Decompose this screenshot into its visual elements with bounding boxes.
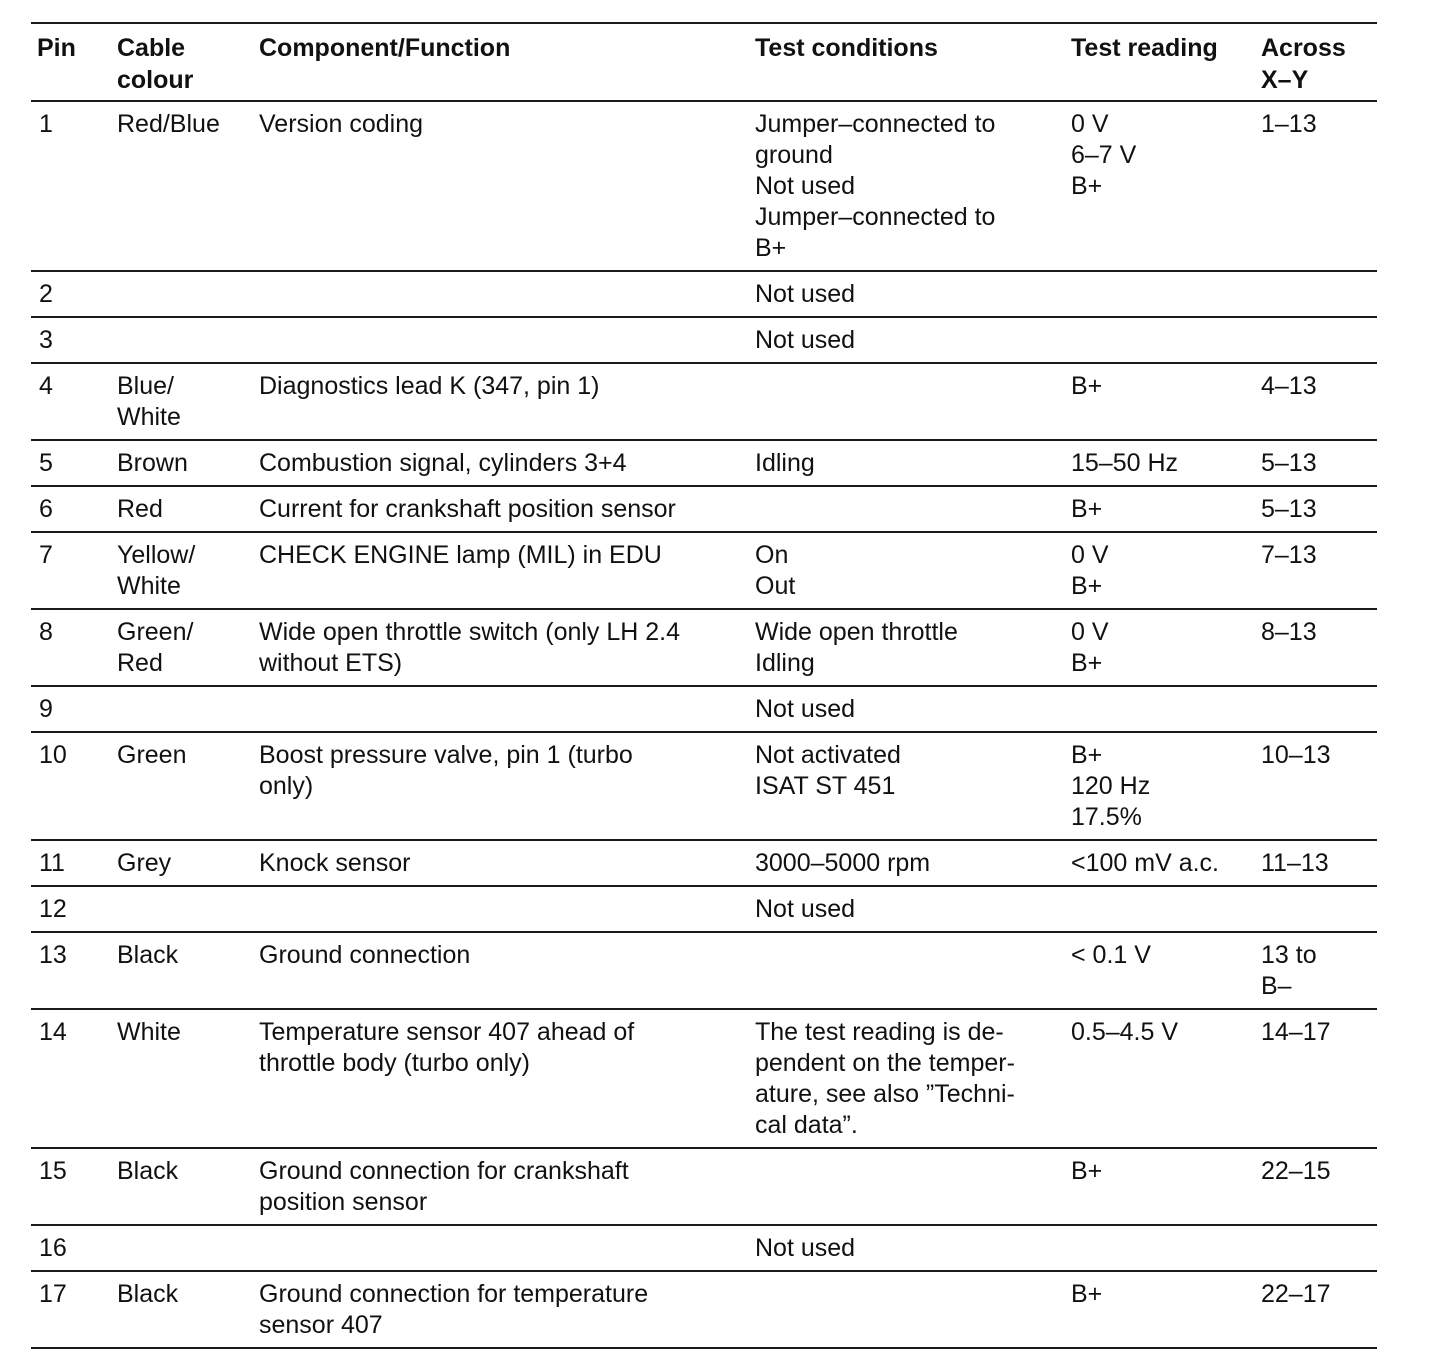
cell-test-conditions — [749, 932, 1065, 1009]
cell-cable-colour — [111, 271, 253, 317]
cell-test-reading: B+ — [1065, 363, 1255, 440]
cell-across-x-y: 22–17 — [1255, 1271, 1377, 1348]
cell-test-conditions: The test reading is de- pendent on the temper- ature, see also ”Techni- cal data”. — [749, 1009, 1065, 1148]
table-row — [31, 609, 1377, 686]
table-row — [31, 317, 1377, 363]
cell-cable-colour: Grey — [111, 840, 253, 886]
cell-pin: 13 — [31, 932, 111, 1009]
table-row — [31, 886, 1377, 932]
table-row — [31, 440, 1377, 486]
cell-test-reading: 15–50 Hz — [1065, 440, 1255, 486]
cell-across-x-y: 4–13 — [1255, 363, 1377, 440]
cell-cable-colour: Blue/ White — [111, 363, 253, 440]
cell-test-reading: B+ — [1065, 486, 1255, 532]
cell-cable-colour — [111, 317, 253, 363]
header-test-reading: Test reading — [1065, 23, 1255, 101]
cell-test-conditions: Idling — [749, 440, 1065, 486]
cell-pin: 11 — [31, 840, 111, 886]
cell-component-function: Version coding — [259, 110, 424, 138]
cell-test-conditions — [749, 1148, 1065, 1225]
cell-pin: 12 — [31, 886, 111, 932]
table-body — [31, 101, 1377, 1348]
cell-test-reading — [1065, 886, 1255, 932]
cell-cable-colour: Green/ Red — [111, 609, 253, 686]
cell-component-function: CHECK ENGINE lamp (MIL) in EDU — [253, 532, 749, 609]
cell-pin: 3 — [31, 317, 111, 363]
cell-component-function: Combustion signal, cylinders 3+4 — [253, 440, 749, 486]
table-header — [31, 23, 1377, 101]
cell-across-x-y: 8–13 — [1255, 609, 1377, 686]
cell-cable-colour: Brown — [111, 440, 253, 486]
cell-component-function: Knock sensor — [253, 840, 749, 886]
cell-component-function: Ground connection — [253, 932, 749, 1009]
cell-across-x-y: 7–13 — [1255, 532, 1377, 609]
cell-across-x-y: 1–13 — [1261, 110, 1317, 138]
cell-across-x-y: 5–13 — [1255, 486, 1377, 532]
cell-test-reading: B+ 120 Hz 17.5% — [1065, 732, 1255, 840]
cell-pin: 7 — [31, 532, 111, 609]
header-row — [31, 23, 1377, 101]
cell-test-conditions: Not used — [749, 317, 1065, 363]
cell-pin: 16 — [31, 1225, 111, 1271]
document-page — [31, 22, 1377, 1349]
cell-test-reading: < 0.1 V — [1065, 932, 1255, 1009]
table-row — [31, 932, 1377, 1009]
cell-test-reading: 0 V 6–7 V B+ — [1071, 110, 1137, 200]
cell-test-conditions: Not used — [749, 271, 1065, 317]
header-test-conditions: Test conditions — [749, 23, 1065, 101]
cell-test-reading — [1065, 317, 1255, 363]
cell-across-x-y: 13 to B– — [1255, 932, 1377, 1009]
cell-across-x-y: 22–15 — [1255, 1148, 1377, 1225]
table-row — [31, 1225, 1377, 1271]
cell-test-conditions: On Out — [749, 532, 1065, 609]
cell-cable-colour — [111, 886, 253, 932]
cell-test-conditions — [749, 363, 1065, 440]
cell-test-conditions: Not used — [749, 1225, 1065, 1271]
cell-across-x-y: 10–13 — [1255, 732, 1377, 840]
cell-pin: 15 — [31, 1148, 111, 1225]
cell-across-x-y: 14–17 — [1255, 1009, 1377, 1148]
cell-across-x-y — [1255, 317, 1377, 363]
cell-pin: 17 — [31, 1271, 111, 1348]
cell-test-conditions: Not used — [749, 886, 1065, 932]
cell-cable-colour: Yellow/ White — [111, 532, 253, 609]
table-row — [31, 363, 1377, 440]
cell-component-function — [253, 271, 749, 317]
cell-cable-colour: Black — [111, 932, 253, 1009]
cell-pin: 5 — [31, 440, 111, 486]
cell-pin: 1 — [39, 110, 53, 138]
cell-test-reading — [1065, 1225, 1255, 1271]
cell-component-function — [253, 686, 749, 732]
header-cable-colour: Cable colour — [111, 23, 253, 101]
cell-component-function — [253, 886, 749, 932]
cell-across-x-y — [1255, 1225, 1377, 1271]
cell-pin: 4 — [31, 363, 111, 440]
table-row — [31, 1009, 1377, 1148]
cell-test-conditions — [749, 486, 1065, 532]
header-pin: Pin — [31, 23, 111, 101]
cell-test-reading: B+ — [1065, 1271, 1255, 1348]
cell-cable-colour — [111, 1225, 253, 1271]
cell-pin: 8 — [31, 609, 111, 686]
table-row — [31, 686, 1377, 732]
cell-across-x-y: 11–13 — [1255, 840, 1377, 886]
cell-test-conditions: 3000–5000 rpm — [749, 840, 1065, 886]
cell-cable-colour: Black — [111, 1271, 253, 1348]
cell-component-function — [253, 1225, 749, 1271]
cell-test-reading: 0 V B+ — [1065, 532, 1255, 609]
table-row — [31, 271, 1377, 317]
table-row — [31, 732, 1377, 840]
table-row — [31, 101, 1377, 271]
cell-cable-colour — [111, 686, 253, 732]
cell-test-reading — [1065, 271, 1255, 317]
cell-cable-colour: Red/Blue — [117, 110, 220, 138]
table-row — [31, 486, 1377, 532]
table-row — [31, 840, 1377, 886]
cell-test-conditions: Jumper–connected to ground Not used Jumper–connected to B+ — [755, 110, 996, 262]
cell-across-x-y — [1255, 271, 1377, 317]
cell-across-x-y — [1255, 686, 1377, 732]
pin-assignment-table — [31, 22, 1377, 1349]
cell-cable-colour: Black — [111, 1148, 253, 1225]
cell-pin: 14 — [31, 1009, 111, 1148]
cell-component-function: Boost pressure valve, pin 1 (turbo only) — [253, 732, 749, 840]
cell-test-conditions: Wide open throttle Idling — [749, 609, 1065, 686]
cell-test-conditions: Not used — [749, 686, 1065, 732]
cell-cable-colour: Red — [111, 486, 253, 532]
cell-pin: 9 — [31, 686, 111, 732]
cell-component-function: Temperature sensor 407 ahead of throttle body (turbo only) — [253, 1009, 749, 1148]
header-component-function: Component/Function — [253, 23, 749, 101]
cell-component-function: Diagnostics lead K (347, pin 1) — [253, 363, 749, 440]
cell-cable-colour: Green — [111, 732, 253, 840]
table-row — [31, 1148, 1377, 1225]
header-across-x-y: Across X–Y — [1255, 23, 1377, 101]
cell-test-reading — [1065, 686, 1255, 732]
cell-test-reading: B+ — [1065, 1148, 1255, 1225]
cell-test-reading: 0.5–4.5 V — [1065, 1009, 1255, 1148]
cell-component-function — [253, 317, 749, 363]
table-row — [31, 1271, 1377, 1348]
cell-test-conditions — [749, 1271, 1065, 1348]
cell-component-function: Ground connection for temperature sensor 407 — [253, 1271, 749, 1348]
cell-pin: 10 — [31, 732, 111, 840]
cell-component-function: Current for crankshaft position sensor — [253, 486, 749, 532]
cell-component-function: Ground connection for crankshaft position sensor — [253, 1148, 749, 1225]
cell-across-x-y — [1255, 886, 1377, 932]
cell-across-x-y: 5–13 — [1255, 440, 1377, 486]
cell-component-function: Wide open throttle switch (only LH 2.4 without ETS) — [253, 609, 749, 686]
cell-cable-colour: White — [111, 1009, 253, 1148]
cell-test-conditions: Not activated ISAT ST 451 — [749, 732, 1065, 840]
cell-test-reading: 0 V B+ — [1065, 609, 1255, 686]
cell-pin: 6 — [31, 486, 111, 532]
table-row — [31, 532, 1377, 609]
cell-pin: 2 — [31, 271, 111, 317]
cell-test-reading: <100 mV a.c. — [1065, 840, 1255, 886]
